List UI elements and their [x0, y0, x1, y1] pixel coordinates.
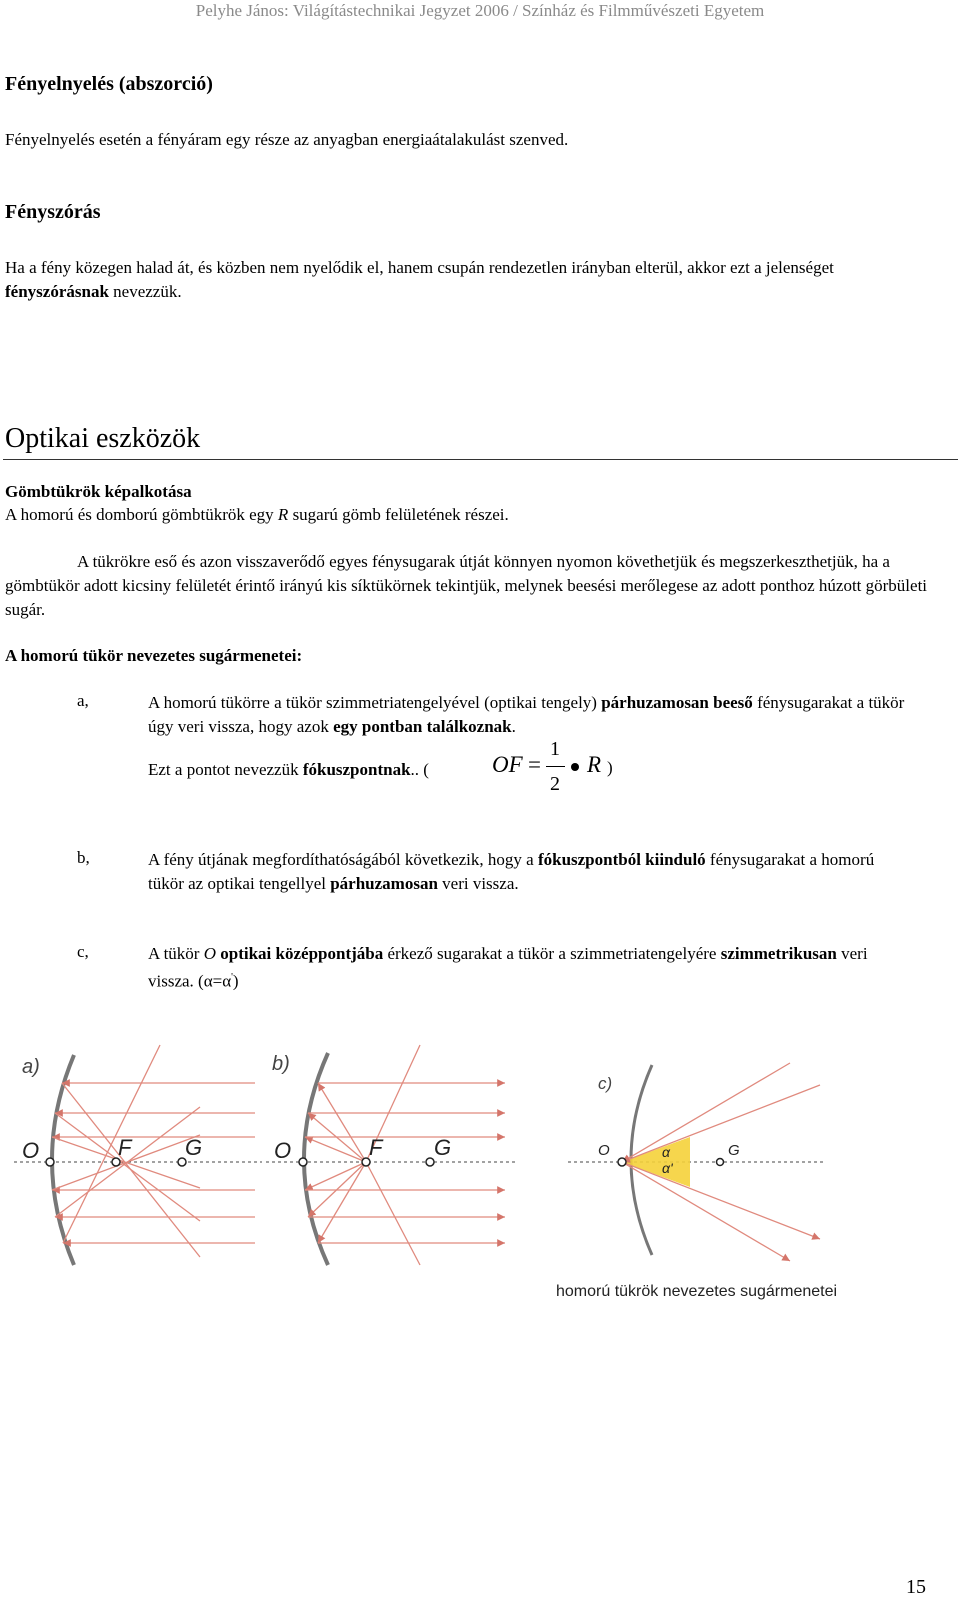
formula-lhs: OF — [492, 752, 523, 777]
item-a-t3: . — [511, 717, 516, 736]
item-b-t2: fénysugarakat a homorú tükör az optikai tengellyel — [148, 850, 875, 893]
item-a-t1: A homorú tükörre a tükör szimmetriatengelyével (optikai tengely) — [148, 693, 602, 712]
point-f-b: F — [369, 1135, 383, 1160]
alpha-prime-label: α' — [662, 1160, 673, 1176]
focus-after: .. ( — [410, 760, 429, 779]
mirror-ray-figure — [0, 1025, 960, 1325]
item-c-t4: ) — [232, 971, 239, 991]
panel-c — [568, 1063, 825, 1261]
figure-caption: homorú tükrök nevezetes sugármenetei — [556, 1283, 838, 1300]
optics-subtitle: Gömbtükrök képalkotása — [5, 482, 192, 501]
formula-eq: = — [528, 752, 541, 777]
optics-intro-r: R — [277, 505, 289, 524]
section-divider — [3, 459, 958, 460]
item-b-t3: veri vissza. — [437, 874, 519, 893]
ray-diagram — [0, 1025, 960, 1325]
item-c-prime: ' — [231, 972, 233, 983]
item-b-t1: A fény útjának megfordíthatóságából következik, hogy a — [148, 850, 538, 869]
focus-before: Ezt a pontot nevezzük — [148, 760, 303, 779]
point-o-a: O — [22, 1138, 40, 1163]
panel-b-label: b) — [272, 1053, 290, 1075]
point-o-c: O — [598, 1142, 610, 1159]
item-c-b1: optikai középpontjába — [220, 944, 384, 963]
item-c-o: O — [203, 944, 217, 963]
point-g-a: G — [185, 1135, 203, 1160]
point-f-a: F — [118, 1135, 132, 1160]
panel-a — [14, 1045, 262, 1265]
absorption-title: Fényelnyelés (abszorció) — [5, 73, 213, 95]
item-b-label: b, — [77, 848, 90, 867]
scattering-text-after: nevezzük. — [108, 282, 182, 301]
scattering-text-before: Ha a fény közegen halad át, és közben nem nyelődik el, hanem csupán rendezetlen irányban elterül, akkor ezt a jelenséget — [5, 258, 834, 277]
panel-a-label: a) — [22, 1056, 40, 1078]
focus-term: fókuszpontnak — [302, 760, 411, 779]
formula-dot — [571, 763, 579, 771]
optics-intro-before: A homorú és domború gömbtükrök egy — [5, 505, 278, 524]
rays-heading: A homorú tükör nevezetes sugármenetei: — [5, 646, 303, 665]
panel-b — [266, 1045, 515, 1265]
item-a-b2: egy pontban találkoznak — [333, 717, 512, 736]
optics-intro-after: sugarú gömb felületének részei. — [288, 505, 509, 524]
point-g-c: G — [728, 1142, 740, 1159]
formula-denominator: 2 — [550, 773, 560, 795]
absorption-text: Fényelnyelés esetén a fényáram egy része az anyagban energiaátalakulást szenved. — [5, 130, 569, 149]
item-b-text — [148, 848, 888, 896]
item-b-b2: párhuzamosan — [330, 874, 438, 893]
running-header: Pelyhe János: Világítástechnikai Jegyzet 2006 / Színház és Filmművészeti Egyetem — [195, 1, 765, 20]
optics-title: Optikai eszközök — [5, 423, 201, 454]
item-c-t1: A tükör — [148, 944, 204, 963]
formula-fraction-bar — [546, 766, 565, 767]
panel-c-label: c) — [598, 1074, 613, 1093]
alpha-label: α — [662, 1144, 670, 1160]
focus-definition — [148, 758, 429, 782]
formula-r: R — [587, 752, 602, 777]
formula-numerator: 1 — [550, 738, 560, 760]
item-b-b1: fókuszpontból kiinduló — [537, 850, 706, 869]
point-o-b: O — [274, 1138, 292, 1163]
item-a-b1: párhuzamosan beeső — [601, 693, 753, 712]
item-c-text — [148, 942, 878, 994]
point-g-b: G — [434, 1135, 452, 1160]
item-a-t2: fénysugarakat a tükör úgy veri vissza, hogy azok — [148, 693, 905, 736]
scattering-term: fényszórásnak — [5, 282, 109, 301]
item-c-label: c, — [77, 942, 89, 961]
scattering-title: Fényszórás — [5, 201, 101, 223]
item-a-label: a, — [77, 691, 89, 710]
item-c-t2: érkező sugarakat a tükör a szimmetriatengelyére — [383, 944, 721, 963]
scattering-text — [5, 256, 935, 304]
item-c-t3: veri vissza. (α=α — [148, 944, 868, 991]
formula-close: ) — [607, 758, 613, 777]
item-a-text — [148, 691, 923, 739]
optics-intro — [5, 503, 509, 527]
mirror-a — [52, 1055, 74, 1265]
item-c-b2: szimmetrikusan — [720, 944, 837, 963]
page-number: 15 — [906, 1576, 926, 1598]
optics-paragraph: A tükrökre eső és azon visszaverődő egyes fénysugarak útját könnyen nyomon követhetjük és megszerkeszthetjük, ha a gömbtükör adott kicsiny felületét érintő irányú kis síktükörnek tekintjük, melynek beesési merőlegese az adott ponthoz húzott görbületi sugár. — [5, 552, 928, 619]
